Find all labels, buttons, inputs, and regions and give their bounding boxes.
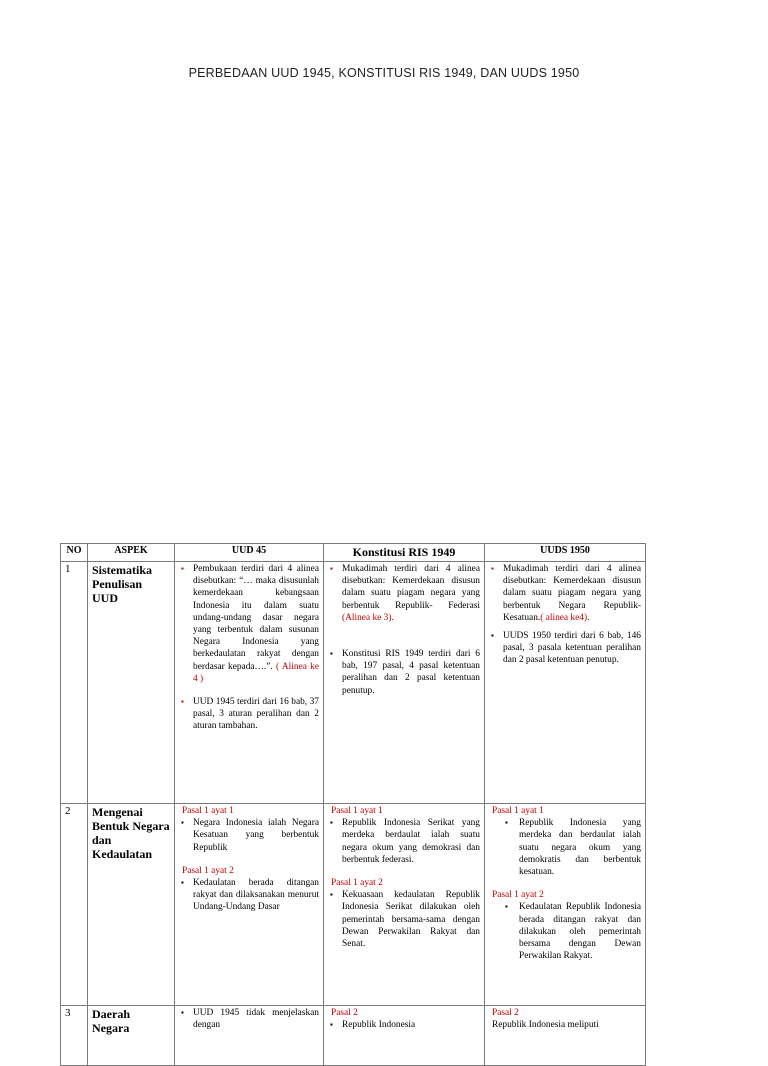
pasal-label: Pasal 1 ayat 2 [331, 878, 383, 889]
table-row [61, 804, 646, 1006]
table-header-row [61, 544, 646, 562]
pasal-label: Pasal 2 [331, 1008, 358, 1018]
header-uuds: UUDS 1950 [485, 544, 646, 562]
pasal-label: Pasal 1 ayat 2 [492, 890, 544, 901]
header-uud45: UUD 45 [175, 544, 324, 562]
row-aspek: Sistematika Penulisan UUD [88, 562, 175, 804]
row-aspek: Daerah Negara [88, 1006, 175, 1066]
header-ris: Konstitusi RIS 1949 [324, 544, 485, 562]
pasal-label: Pasal 1 ayat 2 [182, 865, 234, 876]
list-item: ▪ Republik Indonesia [328, 1019, 480, 1031]
table-row [61, 1006, 646, 1066]
list-item: ▪ Mukadimah terdiri dari 4 alinea disebutkan: Kemerdekaan disusun dalam suatu piagam negara yang berbentuk Negara Republik-Kesatuan.( alinea ke4). [489, 563, 641, 624]
list-item: ▪ Republik Indonesia Serikat yang merdeka berdaulat ialah suatu negara okum yang demokrasi dan berbentuk federasi. [328, 817, 480, 866]
cell-uuds [485, 804, 646, 1006]
cell-uuds [485, 1006, 646, 1066]
list-item: ▪ UUD 1945 terdiri dari 16 bab, 37 pasal, 3 aturan peralihan dan 2 aturan tambahan. [179, 696, 319, 733]
cell-uuds [485, 562, 646, 804]
list-item: ▪ Kedaulatan berada ditangan rakyat dan dilaksanakan menurut Undang-Undang Dasar [179, 877, 319, 914]
row-number: 3 [61, 1006, 88, 1066]
row-aspek: Mengenai Bentuk Negara dan Kedaulatan [88, 804, 175, 1006]
cell-ris [324, 562, 485, 804]
list-item: ▪ Kekuasaan kedaulatan Republik Indonesia Serikat dilakukan oleh pemerintah bersama-sama dengan Dewan Perwakilan Rakyat dan Senat. [328, 889, 480, 950]
cell-ris [324, 804, 485, 1006]
pasal-label: Pasal 1 ayat 1 [331, 806, 383, 816]
pasal-label: Pasal 2 [492, 1008, 519, 1018]
pasal-label: Pasal 1 ayat 1 [492, 806, 544, 816]
row-number: 1 [61, 562, 88, 804]
document-title: PERBEDAAN UUD 1945, KONSTITUSI RIS 1949, DAN UUDS 1950 [188, 66, 580, 80]
header-no: NO [61, 544, 88, 562]
header-aspek: ASPEK [88, 544, 175, 562]
list-item: ▪ Republik Indonesia yang merdeka dan berdaulat ialah suatu negara okum yang demokratis dan berbentuk kesatuan. [489, 817, 641, 878]
list-item: ▪ Kedaulatan Republik Indonesia berada ditangan rakyat dan dilakukan oleh pemerintah bersama dengan Dewan Perwakilan Rakyat. [489, 901, 641, 962]
cell-text: Republik Indonesia meliputi [492, 1020, 599, 1031]
list-item: ▪ Mukadimah terdiri dari 4 alinea disebutkan: Kemerdekaan disusun dalam suatu piagam negara yang berbentuk Republik- Federasi (Alinea ke 3). [328, 563, 480, 624]
comparison-table [60, 543, 646, 1066]
row-number: 2 [61, 804, 88, 1006]
cell-uud45 [175, 562, 324, 804]
cell-ris [324, 1006, 485, 1066]
list-item: ▪ UUDS 1950 terdiri dari 6 bab, 146 pasal, 3 pasala ketentuan peralihan dan 2 pasal ketentuan penutup. [489, 630, 641, 667]
pasal-label: Pasal 1 ayat 1 [182, 806, 234, 816]
cell-uud45 [175, 804, 324, 1006]
list-item: ▪ Pembukaan terdiri dari 4 alinea disebutkan: “… maka disusunlah kemerdekaan kebangsaan Indonesia itu dalam suatu undang-undang dasar negara yang terbentuk dalam susunan Negara Indonesia yang berkedaulatan rakyat dengan berdasar kepada….”. ( Alinea ke 4 ) [179, 563, 319, 685]
list-item: ▪ Negara Indonesia ialah Negara Kesatuan yang berbentuk Republik [179, 817, 319, 854]
table-row [61, 562, 646, 804]
list-item: ▪ UUD 1945 tidak menjelaskan dengan [179, 1007, 319, 1031]
cell-uud45 [175, 1006, 324, 1066]
list-item: ▪ Konstitusi RIS 1949 terdiri dari 6 bab, 197 pasal, 4 pasal ketentuan peralihan dan 2 pasal ketentuan penutup. [328, 648, 480, 697]
